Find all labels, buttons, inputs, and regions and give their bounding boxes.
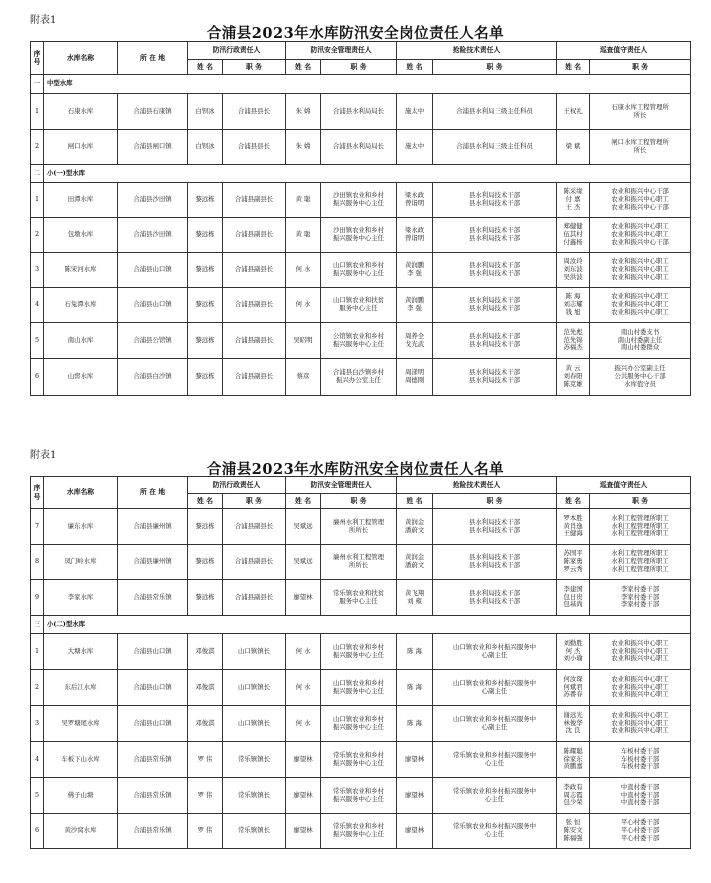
tech-duty: 县水利局技术干部 县水利局技术干部 (433, 545, 557, 580)
admin-duty: 常乐镇镇长 (223, 778, 286, 814)
tech-person: 周养全 戈光武 (397, 323, 433, 359)
location: 合浦县沙田镇 (118, 183, 188, 218)
sub-header-name: 姓 名 (188, 494, 223, 509)
safety-person: 何 水 (286, 288, 321, 323)
tech-person: 周漾明 周德刚 (397, 359, 433, 396)
admin-person: 黎远栋 (188, 359, 223, 396)
patrol-duty: 平心村委干部 平心村委干部 平心村委干部 (590, 814, 691, 849)
attachment-label: 附表1 (30, 15, 57, 26)
section-row (31, 75, 691, 94)
row-number: 5 (31, 323, 44, 359)
table-row (31, 670, 691, 706)
table-row (31, 778, 691, 814)
admin-duty: 合浦县副县长 (223, 253, 286, 288)
admin-person: 黎远栋 (188, 545, 223, 580)
patrol-person: 郑健健 伍其村 付鑫杨 (557, 218, 590, 253)
reservoir-name: 吴罗塘尾水库 (44, 706, 118, 742)
tech-duty: 常乐镇农业和乡村振兴服务中 心主任 (433, 814, 557, 849)
tech-duty: 县水利局技术干部 县水利局技术干部 (433, 580, 557, 616)
reservoir-name: 廉东水库 (44, 509, 118, 545)
col-header-seq: 序号 (31, 477, 44, 509)
tech-duty: 合浦县水利局三级主任科员 (433, 130, 557, 165)
tech-duty: 山口镇农业和乡村振兴服务中 心副主任 (433, 634, 557, 670)
col-header-location: 所 在 地 (118, 42, 188, 75)
row-number: 2 (31, 670, 44, 706)
sub-header-duty: 职 务 (433, 494, 557, 509)
admin-duty: 合浦县县长 (223, 94, 286, 130)
table-row (31, 509, 691, 545)
safety-duty: 山口镇农业和乡村 振兴服务中心主任 (321, 253, 397, 288)
tech-person: 梁永政 曾诣明 (397, 218, 433, 253)
location: 合浦县山口镇 (118, 670, 188, 706)
safety-person: 何 水 (286, 634, 321, 670)
patrol-person: 李政有 周志霞 包少荣 (557, 778, 590, 814)
section-title: 小(二)型水库 (44, 616, 691, 634)
admin-duty: 合浦县副县长 (223, 359, 286, 396)
safety-person: 吴斌远 (286, 509, 321, 545)
safety-person: 廖望林 (286, 580, 321, 616)
patrol-duty: 车板村委干部 车板村委干部 车板村委干部 (590, 742, 691, 778)
sub-header-name: 姓 名 (557, 60, 590, 75)
patrol-duty: 南山村委支书 南山村委副主任 南山村委群众 (590, 323, 691, 359)
table-row (31, 253, 691, 288)
safety-duty: 廉州水利工程管理 所所长 (321, 509, 397, 545)
safety-duty: 沙田镇农业和乡村 振兴服务中心主任 (321, 183, 397, 218)
patrol-person: 李建国 包日贵 包基尚 (557, 580, 590, 616)
patrol-person: 王权礼 (557, 94, 590, 130)
section-number: 三 (31, 616, 44, 634)
safety-duty: 廉州水利工程管理 所所长 (321, 545, 397, 580)
table-row (31, 94, 691, 130)
tech-duty: 合浦县水利局三级主任科员 (433, 94, 557, 130)
tech-person: 黄润金 潘蔚文 (397, 509, 433, 545)
row-number: 7 (31, 509, 44, 545)
admin-person: 罗 伟 (188, 814, 223, 849)
reservoir-name: 石兔潭水库 (44, 288, 118, 323)
safety-person: 廖望林 (286, 778, 321, 814)
tech-duty: 常乐镇农业和乡村振兴服务中 心主任 (433, 742, 557, 778)
tech-person: 黄飞翔 刘 雍 (397, 580, 433, 616)
patrol-duty: 闸口水库工程管理所 所长 (590, 130, 691, 165)
safety-duty: 山口镇农业和乡村 振兴服务中心主任 (321, 670, 397, 706)
page-title: 合浦县2023年水库防汛安全岗位责任人名单 (206, 461, 505, 478)
table-row (31, 359, 691, 396)
sub-header-name: 姓 名 (557, 494, 590, 509)
patrol-person: 周汝玲 刘东波 吴洪波 (557, 253, 590, 288)
location: 合浦县公馆镇 (118, 323, 188, 359)
admin-person: 黎远栋 (188, 509, 223, 545)
safety-duty: 山口镇农业和乡村 振兴服务中心主任 (321, 634, 397, 670)
row-number: 6 (31, 814, 44, 849)
location: 合浦县山口镇 (118, 288, 188, 323)
admin-duty: 合浦县副县长 (223, 323, 286, 359)
group-header-tech: 抢险技术责任人 (397, 477, 557, 494)
table-row (31, 218, 691, 253)
admin-duty: 山口镇镇长 (223, 670, 286, 706)
admin-duty: 常乐镇镇长 (223, 814, 286, 849)
patrol-duty: 李家村委干部 李家村委干部 李家村委干部 (590, 580, 691, 616)
patrol-duty: 中直村委干部 中直村委干部 中直村委干部 (590, 778, 691, 814)
admin-duty: 合浦县副县长 (223, 218, 286, 253)
patrol-person: 罗本胜 黄肖逸 王健海 (557, 509, 590, 545)
admin-person: 黎远栋 (188, 323, 223, 359)
patrol-duty: 石康水库工程管理所 所长 (590, 94, 691, 130)
location: 合浦县闸口镇 (118, 130, 188, 165)
patrol-person: 陈 海 刘志耀 钱 旭 (557, 288, 590, 323)
tech-person: 施太中 (397, 94, 433, 130)
sub-header-name: 姓 名 (397, 60, 433, 75)
patrol-person: 陈采缘 付 嘉 王 杰 (557, 183, 590, 218)
tech-duty: 常乐镇农业和乡村振兴服务中 心主任 (433, 778, 557, 814)
patrol-person: 何汝琛 何斌君 苏番春 (557, 670, 590, 706)
page-title: 合浦县2023年水库防汛安全岗位责任人名单 (206, 25, 505, 42)
safety-person: 何 水 (286, 706, 321, 742)
patrol-person: 谢远光 林俊华 沈 良 (557, 706, 590, 742)
admin-person: 白钡冰 (188, 94, 223, 130)
tech-person: 黄润鹏 李 强 (397, 288, 433, 323)
safety-duty: 山口镇农业和扶贫 服务中心主任 (321, 288, 397, 323)
admin-person: 黎远栋 (188, 288, 223, 323)
admin-person: 黎远栋 (188, 580, 223, 616)
group-header-patrol: 巡查值守责任人 (557, 42, 691, 60)
patrol-duty: 水利工程管理所职工 水利工程管理所职工 水利工程管理所职工 (590, 545, 691, 580)
row-number: 6 (31, 359, 44, 396)
tech-person: 黄润金 潘蔚文 (397, 545, 433, 580)
page-2 (0, 436, 711, 883)
row-number: 1 (31, 183, 44, 218)
safety-person: 朱 嫦 (286, 94, 321, 130)
location: 合浦县常乐镇 (118, 814, 188, 849)
location: 合浦县山口镇 (118, 706, 188, 742)
patrol-person: 陈耀聪 徐家东 黄鹏嘉 (557, 742, 590, 778)
reservoir-name: 车板下山水库 (44, 742, 118, 778)
sub-header-duty: 职 务 (223, 60, 286, 75)
reservoir-name: 包墩水库 (44, 218, 118, 253)
location: 合浦县石康镇 (118, 94, 188, 130)
tech-person: 陈 海 (397, 670, 433, 706)
safety-duty: 常乐镇农业和乡村 振兴服务中心主任 (321, 778, 397, 814)
location: 合浦县白沙镇 (118, 359, 188, 396)
reservoir-name: 山窖水库 (44, 359, 118, 396)
admin-person: 白钡冰 (188, 130, 223, 165)
patrol-duty: 水利工程管理所职工 水利工程管理所职工 水利工程管理所职工 (590, 509, 691, 545)
patrol-duty: 农业和振兴中心干部 农业和振兴中心职工 农业和振兴中心干部 (590, 183, 691, 218)
safety-duty: 公馆镇农业和乡村 振兴服务中心主任 (321, 323, 397, 359)
duty-table-2 (30, 476, 691, 849)
col-header-location: 所 在 地 (118, 477, 188, 509)
tech-duty: 山口镇农业和乡村振兴服务中 心副主任 (433, 670, 557, 706)
patrol-person: 张 恒 陈安文 陈福强 (557, 814, 590, 849)
patrol-duty: 振兴办公室副主任 公共服务中心干部 水库值守员 (590, 359, 691, 396)
patrol-person: 黄 云 刘春阳 陈克雄 (557, 359, 590, 396)
row-number: 2 (31, 130, 44, 165)
reservoir-name: 大塘水库 (44, 634, 118, 670)
sub-header-duty: 职 务 (223, 494, 286, 509)
tech-person: 廖望林 (397, 742, 433, 778)
table-row (31, 742, 691, 778)
reservoir-name: 东后江水库 (44, 670, 118, 706)
row-number: 3 (31, 706, 44, 742)
group-header-admin: 防汛行政责任人 (188, 42, 286, 60)
admin-duty: 合浦县县长 (223, 130, 286, 165)
reservoir-name: 佛子山塘 (44, 778, 118, 814)
sub-header-name: 姓 名 (286, 494, 321, 509)
location: 合浦县山口镇 (118, 253, 188, 288)
tech-duty: 县水利局技术干部 县水利局技术干部 (433, 323, 557, 359)
row-number: 4 (31, 288, 44, 323)
row-number: 9 (31, 580, 44, 616)
safety-person: 吴斌远 (286, 545, 321, 580)
admin-duty: 合浦县副县长 (223, 288, 286, 323)
page-1 (0, 0, 711, 430)
location: 合浦县廉州镇 (118, 545, 188, 580)
sub-header-name: 姓 名 (188, 60, 223, 75)
tech-duty: 山口镇农业和乡村振兴服务中 心副主任 (433, 706, 557, 742)
safety-person: 何 水 (286, 253, 321, 288)
col-header-seq: 序号 (31, 42, 44, 75)
safety-person: 何 水 (286, 670, 321, 706)
reservoir-name: 石康水库 (44, 94, 118, 130)
reservoir-name: 黄沙窝水库 (44, 814, 118, 849)
patrol-duty: 农业和振兴中心职工 农业和振兴中心职工 农业和振兴中心干部 (590, 218, 691, 253)
reservoir-name: 陈宋河水库 (44, 253, 118, 288)
patrol-person: 苏国平 陈家勇 罗云秀 (557, 545, 590, 580)
table-row (31, 706, 691, 742)
tech-duty: 县水利局技术干部 县水利局技术干部 (433, 218, 557, 253)
admin-duty: 山口镇镇长 (223, 634, 286, 670)
admin-duty: 常乐镇镇长 (223, 742, 286, 778)
tech-person: 梁永政 曾诣明 (397, 183, 433, 218)
safety-duty: 常乐镇农业和扶贫 服务中心主任 (321, 580, 397, 616)
table-row (31, 580, 691, 616)
sub-header-duty: 职 务 (433, 60, 557, 75)
tech-person: 廖望林 (397, 814, 433, 849)
group-header-patrol: 巡查值守责任人 (557, 477, 691, 494)
row-number: 1 (31, 94, 44, 130)
admin-person: 罗 伟 (188, 742, 223, 778)
section-row (31, 616, 691, 634)
admin-person: 罗 伟 (188, 778, 223, 814)
safety-duty: 合浦县水利局局长 (321, 130, 397, 165)
table-row (31, 545, 691, 580)
row-number: 3 (31, 253, 44, 288)
safety-person: 黄 聪 (286, 218, 321, 253)
section-row (31, 165, 691, 183)
admin-person: 邓俊淇 (188, 706, 223, 742)
table-row (31, 130, 691, 165)
sub-header-duty: 职 务 (590, 494, 691, 509)
tech-person: 黄润鹏 李 强 (397, 253, 433, 288)
group-header-safety: 防汛安全管理责任人 (286, 477, 397, 494)
safety-duty: 山口镇农业和乡村 振兴服务中心主任 (321, 706, 397, 742)
location: 合浦县常乐镇 (118, 580, 188, 616)
tech-person: 施太中 (397, 130, 433, 165)
patrol-duty: 农业和振兴中心职工 农业和振兴中心职工 农业和振兴中心职工 (590, 634, 691, 670)
admin-person: 黎远栋 (188, 218, 223, 253)
patrol-person: 范先彪 范先锦 苏福杰 (557, 323, 590, 359)
admin-person: 邓俊淇 (188, 670, 223, 706)
tech-person: 陈 海 (397, 634, 433, 670)
safety-person: 蔡彦 (286, 359, 321, 396)
table-row (31, 814, 691, 849)
safety-person: 廖望林 (286, 742, 321, 778)
table-row (31, 183, 691, 218)
safety-person: 吴昭明 (286, 323, 321, 359)
patrol-duty: 农业和振兴中心职工 农业和振兴中心职工 农业和振兴中心职工 (590, 288, 691, 323)
col-header-reservoir: 水库名称 (44, 42, 118, 75)
col-header-reservoir: 水库名称 (44, 477, 118, 509)
patrol-duty: 农业和振兴中心职工 农业和振兴中心职工 农业和振兴中心职工 (590, 706, 691, 742)
sub-header-duty: 职 务 (321, 494, 397, 509)
reservoir-name: 李家水库 (44, 580, 118, 616)
tech-duty: 县水利局技术干部 县水利局技术干部 (433, 288, 557, 323)
duty-table-1 (30, 41, 691, 396)
admin-duty: 合浦县副县长 (223, 509, 286, 545)
tech-duty: 县水利局技术干部 县水利局技术干部 (433, 253, 557, 288)
patrol-duty: 农业和振兴中心职工 农业和振兴中心职工 农业和振兴中心职工 (590, 253, 691, 288)
sub-header-duty: 职 务 (321, 60, 397, 75)
location: 合浦县山口镇 (118, 634, 188, 670)
sub-header-name: 姓 名 (286, 60, 321, 75)
table-row (31, 288, 691, 323)
location: 合浦县常乐镇 (118, 742, 188, 778)
attachment-label: 附表1 (30, 450, 57, 461)
row-number: 8 (31, 545, 44, 580)
safety-duty: 常乐镇农业和乡村 振兴服务中心主任 (321, 814, 397, 849)
table-row (31, 634, 691, 670)
safety-person: 廖望林 (286, 814, 321, 849)
table-row (31, 323, 691, 359)
patrol-person: 梁 斌 (557, 130, 590, 165)
admin-person: 黎远栋 (188, 253, 223, 288)
patrol-person: 刘勤胜 何 杰 刘小瑜 (557, 634, 590, 670)
tech-person: 陈 海 (397, 706, 433, 742)
tech-duty: 县水利局技术干部 县水利局技术干部 (433, 509, 557, 545)
section-title: 小(一)型水库 (44, 165, 691, 183)
row-number: 2 (31, 218, 44, 253)
patrol-duty: 农业和振兴中心职工 农业和振兴中心职工 农业和振兴中心职工 (590, 670, 691, 706)
location: 合浦县沙田镇 (118, 218, 188, 253)
safety-duty: 合浦县白沙镇乡村 振兴办公室主任 (321, 359, 397, 396)
admin-person: 黎远栋 (188, 183, 223, 218)
group-header-tech: 抢险技术责任人 (397, 42, 557, 60)
group-header-admin: 防汛行政责任人 (188, 477, 286, 494)
reservoir-name: 凤门岭水库 (44, 545, 118, 580)
safety-person: 黄 聪 (286, 183, 321, 218)
tech-duty: 县水利局技术干部 县水利局技术干部 (433, 359, 557, 396)
sub-header-duty: 职 务 (590, 60, 691, 75)
safety-duty: 常乐镇农业和乡村 振兴服务中心主任 (321, 742, 397, 778)
admin-person: 邓俊淇 (188, 634, 223, 670)
admin-duty: 山口镇镇长 (223, 706, 286, 742)
section-number: 一 (31, 75, 44, 94)
admin-duty: 合浦县副县长 (223, 183, 286, 218)
row-number: 4 (31, 742, 44, 778)
reservoir-name: 闸口水库 (44, 130, 118, 165)
row-number: 5 (31, 778, 44, 814)
safety-person: 朱 嫦 (286, 130, 321, 165)
reservoir-name: 南山水库 (44, 323, 118, 359)
section-title: 中型水库 (44, 75, 691, 94)
sub-header-name: 姓 名 (397, 494, 433, 509)
admin-duty: 合浦县副县长 (223, 580, 286, 616)
section-number: 二 (31, 165, 44, 183)
group-header-safety: 防汛安全管理责任人 (286, 42, 397, 60)
admin-duty: 合浦县副县长 (223, 545, 286, 580)
tech-person: 廖望林 (397, 778, 433, 814)
safety-duty: 沙田镇农业和乡村 振兴服务中心主任 (321, 218, 397, 253)
safety-duty: 合浦县水利局局长 (321, 94, 397, 130)
tech-duty: 县水利局技术干部 县水利局技术干部 (433, 183, 557, 218)
reservoir-name: 田潭水库 (44, 183, 118, 218)
location: 合浦县常乐镇 (118, 778, 188, 814)
row-number: 1 (31, 634, 44, 670)
location: 合浦县廉州镇 (118, 509, 188, 545)
